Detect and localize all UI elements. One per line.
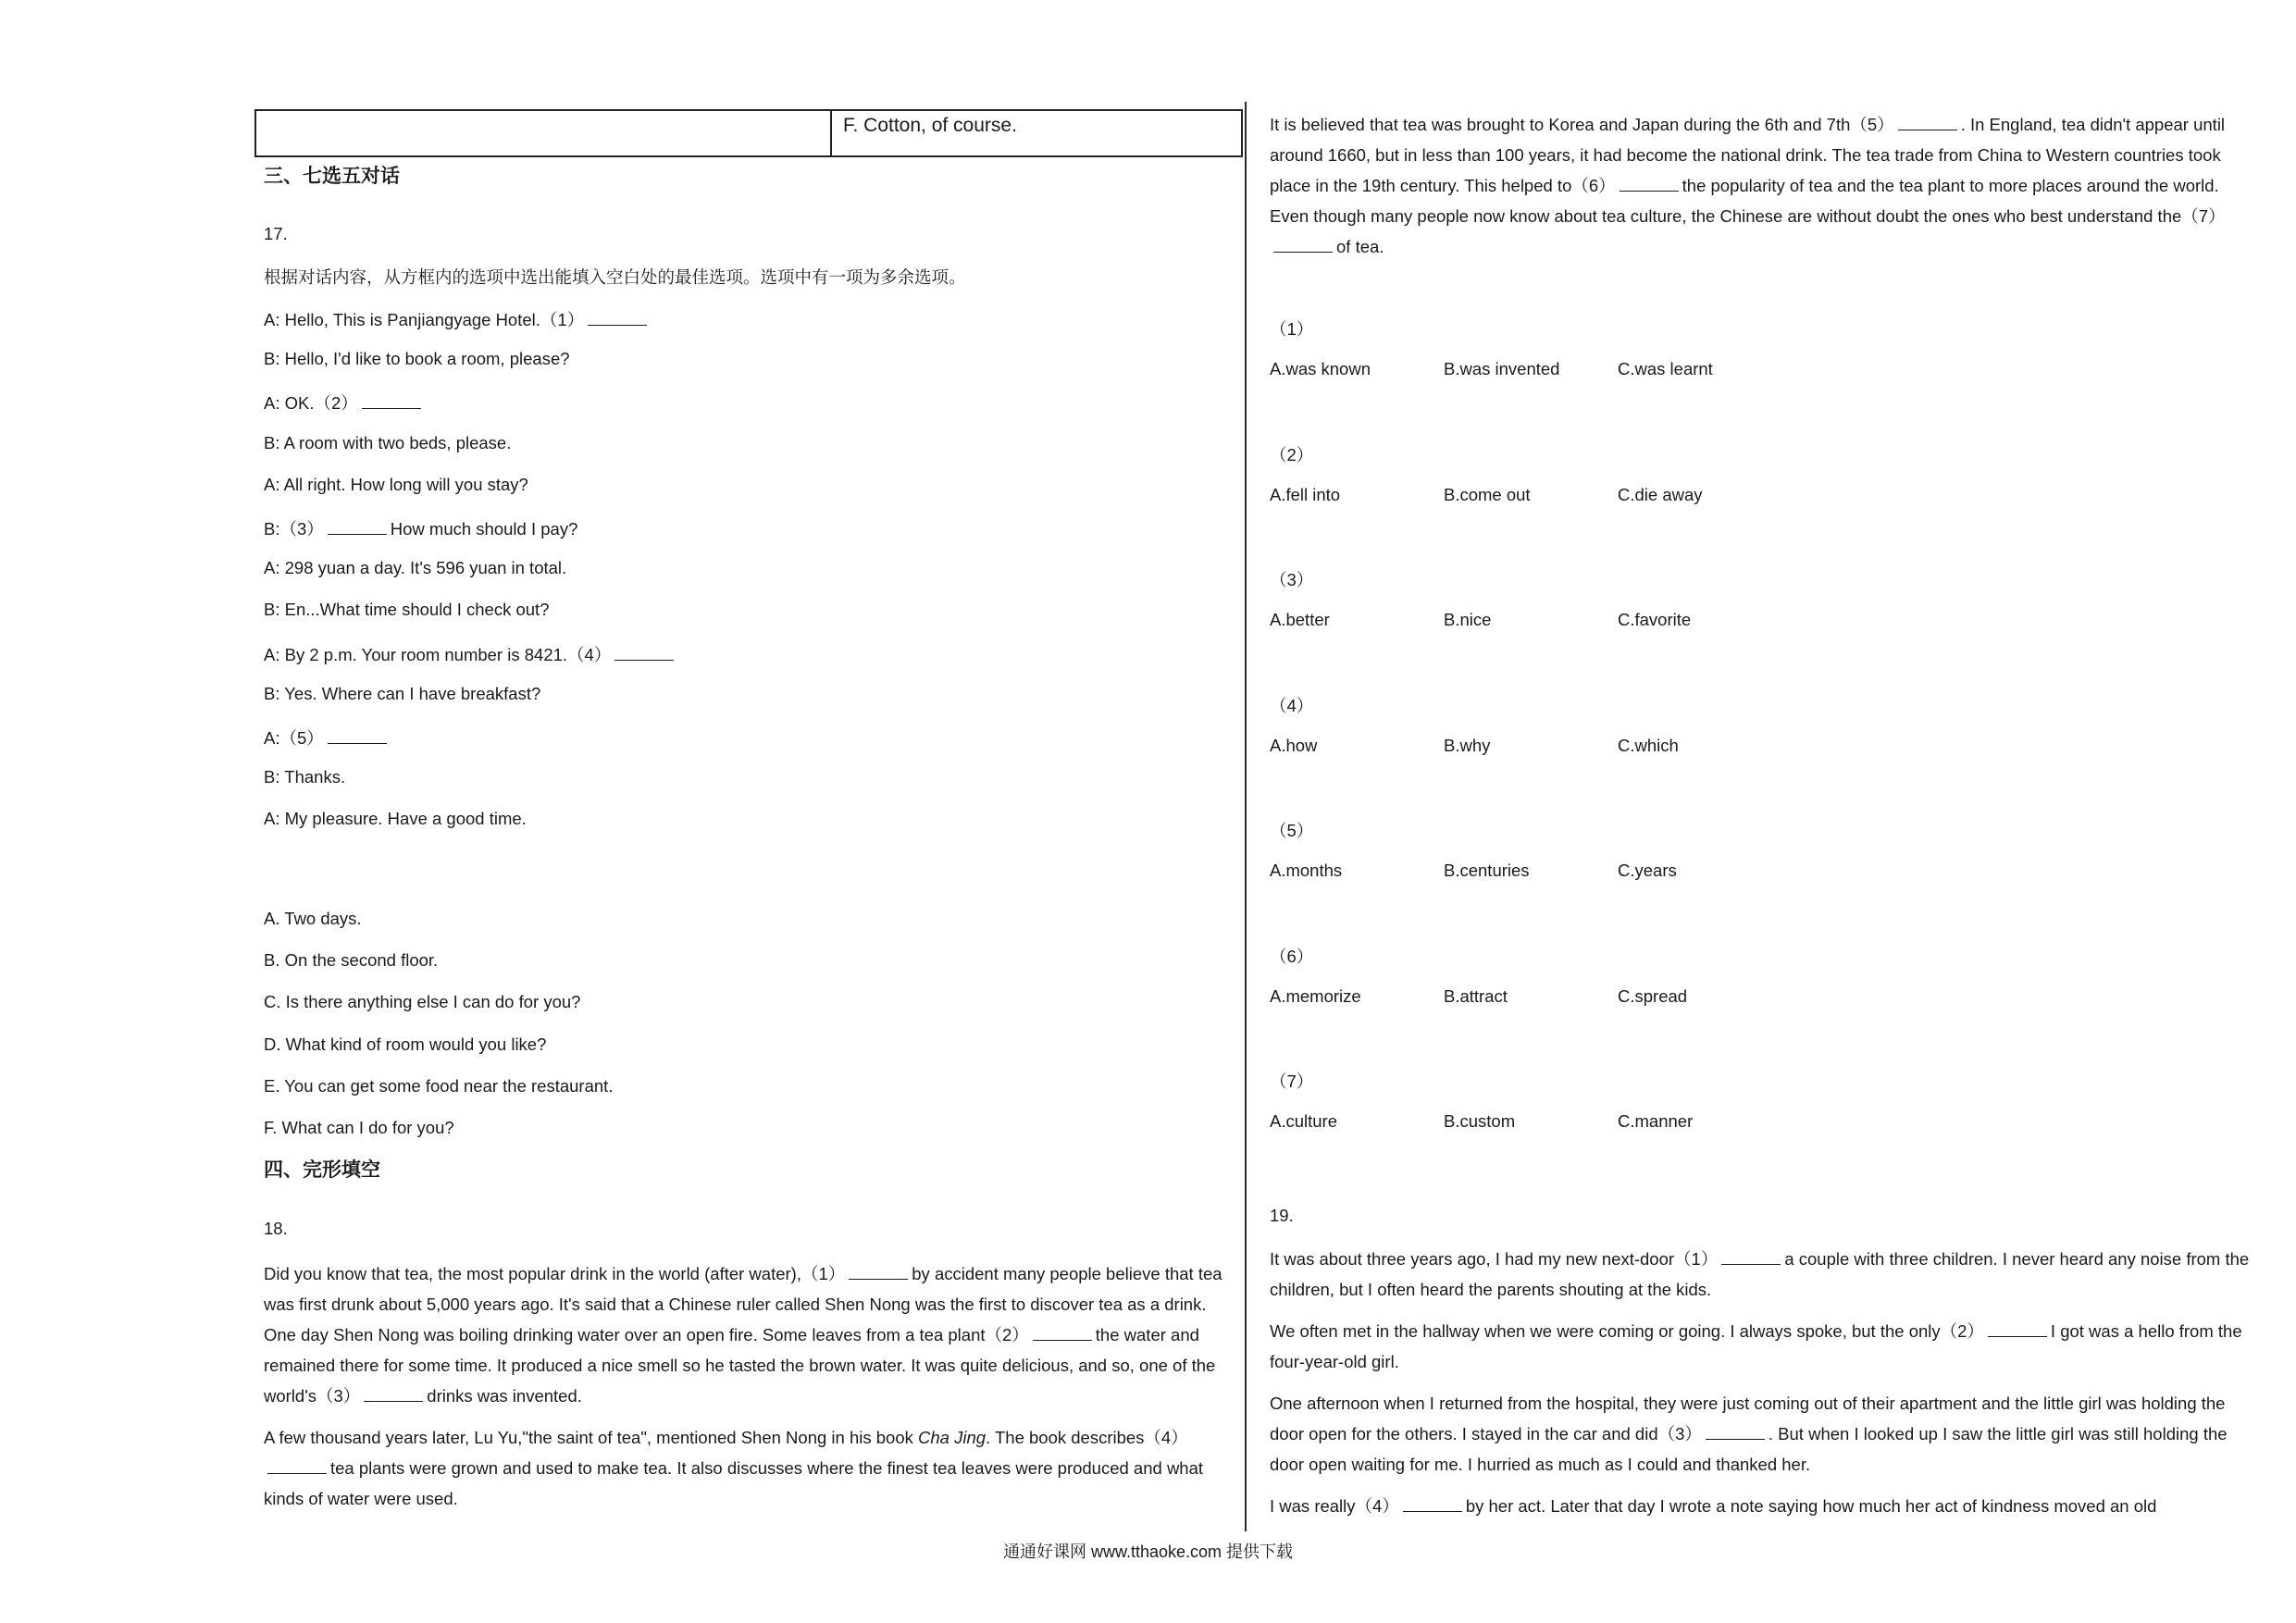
choice-option-b[interactable]: B.custom bbox=[1444, 1111, 1516, 1131]
table-cell-option-f: F. Cotton, of course. bbox=[843, 115, 1017, 136]
choice-option-a[interactable]: A.was known bbox=[1270, 359, 1371, 378]
choice-option-b[interactable]: B.why bbox=[1444, 735, 1491, 755]
dialogue-text: A: All right. How long will you stay? bbox=[264, 474, 528, 494]
dialogue-line bbox=[264, 558, 566, 578]
dialogue-text: A:（5） bbox=[264, 728, 324, 748]
passage-paragraph bbox=[1270, 1316, 2251, 1377]
choice-number: （2） bbox=[1270, 444, 1314, 465]
text-segment: by accident many people believe that tea was first drunk about 5,000 years ago. It's said that a Chinese ruler called Shen Nong was the first to discover tea as a drink. One day Shen Nong was boiling drinking water over an open fire. Some leaves from a tea plant（2） bbox=[264, 1264, 1222, 1344]
passage-paragraph bbox=[1270, 1491, 2251, 1521]
dialogue-text: A: My pleasure. Have a good time. bbox=[264, 809, 527, 829]
cloze-passage bbox=[264, 1258, 1231, 1525]
dialogue-line bbox=[264, 642, 677, 666]
dialogue-line bbox=[264, 307, 651, 331]
section-heading-dialogue: 三、七选五对话 bbox=[264, 166, 400, 187]
dialogue-text: A: 298 yuan a day. It's 596 yuan in total. bbox=[264, 558, 567, 578]
dialogue-line bbox=[264, 600, 549, 620]
text-segment: . In England, tea didn't appear until around 1660, but in less than 100 years, it had become the national drink. The tea trade from China to Western countries took place in the 19th century. This helped to（6） bbox=[1270, 115, 2226, 195]
page-footer: 通通好课网 www.tthaoke.com 提供下载 bbox=[1002, 1542, 1294, 1561]
dialogue-line bbox=[264, 684, 540, 704]
text-segment: drinks was invented. bbox=[427, 1386, 582, 1406]
answer-blank[interactable] bbox=[1721, 1249, 1781, 1265]
choice-option-b[interactable]: B.was invented bbox=[1444, 359, 1560, 378]
text-segment: One afternoon when I returned from the hospital, they were just coming out of their apartment and the little girl was holding the door open for the others. I stayed in the car and did（3） bbox=[1270, 1394, 2226, 1443]
text-segment: the water and remained there for some time. It produced a nice smell so he tasted the brown water. It was quite delicious, and so, one of the world's（3） bbox=[264, 1325, 1216, 1406]
choice-option-c[interactable]: C.favorite bbox=[1618, 610, 1692, 629]
choice-option-a[interactable]: A.culture bbox=[1270, 1111, 1338, 1131]
option-item: D. What kind of room would you like? bbox=[264, 1034, 547, 1054]
choice-number: （4） bbox=[1270, 695, 1314, 715]
text-segment: of tea. bbox=[1336, 237, 1384, 256]
option-item: C. Is there anything else I can do for you? bbox=[264, 992, 581, 1012]
answer-blank[interactable] bbox=[1898, 115, 1957, 130]
choice-option-c[interactable]: C.spread bbox=[1618, 985, 1688, 1006]
choice-option-a[interactable]: A.fell into bbox=[1270, 484, 1341, 504]
question-number: 19. bbox=[1270, 1206, 1294, 1225]
option-item: A. Two days. bbox=[264, 909, 362, 928]
text-segment: . The book describes（4） bbox=[986, 1428, 1188, 1447]
dialogue-text: A: By 2 p.m. Your room number is 8421.（4） bbox=[264, 644, 612, 664]
choice-option-b[interactable]: B.centuries bbox=[1444, 861, 1530, 880]
passage-paragraph bbox=[1270, 1244, 2251, 1305]
question-number: 17. bbox=[264, 224, 288, 243]
answer-blank[interactable] bbox=[328, 728, 387, 744]
instruction-text: 根据对话内容，从方框内的选项中选出能填入空白处的最佳选项。选项中有一项为多余选项。 bbox=[264, 267, 966, 287]
answer-blank[interactable] bbox=[1620, 176, 1679, 192]
choice-option-b[interactable]: B.attract bbox=[1444, 985, 1508, 1006]
left-column bbox=[264, 109, 1235, 1516]
book-title: Cha Jing bbox=[918, 1428, 987, 1447]
dialogue-line bbox=[264, 349, 570, 369]
text-segment: the popularity of tea and the tea plant to more places around the world. Even though many people now know about tea culture, the Chinese are without doubt the ones who best understand the（7） bbox=[1270, 176, 2226, 226]
choice-option-c[interactable]: C.which bbox=[1618, 735, 1679, 755]
answer-blank[interactable] bbox=[362, 393, 421, 409]
text-segment: It was about three years ago, I had my new next-door（1） bbox=[1270, 1249, 1719, 1269]
option-item: E. You can get some food near the restaurant. bbox=[264, 1075, 614, 1096]
dialogue-line bbox=[264, 767, 345, 787]
dialogue-line bbox=[264, 475, 528, 495]
text-segment: by her act. Later that day I wrote a note saying how much her act of kindness moved an old bbox=[1465, 1496, 2157, 1516]
passage-paragraph bbox=[264, 1422, 1231, 1514]
option-item: B. On the second floor. bbox=[264, 950, 439, 971]
right-column bbox=[1270, 109, 2251, 1534]
choice-number: （6） bbox=[1270, 946, 1314, 966]
choice-number: （3） bbox=[1270, 570, 1314, 589]
passage-paragraph bbox=[1270, 109, 2251, 262]
dialogue-line bbox=[264, 725, 391, 750]
dialogue-text: B: Hello, I'd like to book a room, please? bbox=[264, 349, 570, 369]
dialogue-line bbox=[264, 433, 511, 453]
answer-blank[interactable] bbox=[1033, 1325, 1092, 1341]
dialogue-text: B: A room with two beds, please. bbox=[264, 432, 512, 452]
answer-blank[interactable] bbox=[1706, 1424, 1765, 1440]
answer-blank[interactable] bbox=[1273, 237, 1333, 253]
answer-blank[interactable] bbox=[328, 519, 387, 535]
dialogue-text: B: En...What time should I check out? bbox=[264, 600, 550, 620]
table-cell-empty bbox=[256, 111, 832, 155]
passage-paragraph bbox=[264, 1258, 1231, 1411]
passage-paragraph bbox=[1270, 1388, 2251, 1480]
text-segment: It is believed that tea was brought to Korea and Japan during the 6th and 7th（5） bbox=[1270, 115, 1894, 134]
choice-number: （5） bbox=[1270, 821, 1314, 840]
answer-blank[interactable] bbox=[267, 1458, 327, 1474]
dialogue-line bbox=[264, 809, 527, 829]
text-segment: We often met in the hallway when we were coming or going. I always spoke, but the only（2） bbox=[1270, 1321, 1984, 1341]
question-number: 18. bbox=[264, 1219, 288, 1238]
choice-number: （7） bbox=[1270, 1072, 1314, 1091]
text-segment: I was really（4） bbox=[1270, 1496, 1399, 1516]
text-segment: . But when I looked up I saw the little girl was still holding the door open waiting for me. I hurried as much as I could and thanked her. bbox=[1270, 1424, 2228, 1474]
dialogue-line bbox=[264, 516, 577, 540]
choice-number: （1） bbox=[1270, 319, 1314, 339]
option-item: F. What can I do for you? bbox=[264, 1118, 454, 1137]
dialogue-text: B:（3） bbox=[264, 519, 324, 539]
choice-option-b[interactable]: B.nice bbox=[1444, 610, 1492, 629]
dialogue-line bbox=[264, 390, 425, 415]
text-segment: A few thousand years later, Lu Yu,"the saint of tea", mentioned Shen Nong in his book bbox=[264, 1428, 913, 1447]
cloze-passage-continued bbox=[1270, 109, 2251, 273]
dialogue-text: B: Thanks. bbox=[264, 767, 346, 787]
dialogue-text: B: Yes. Where can I have breakfast? bbox=[264, 683, 541, 703]
choice-option-c[interactable]: C.manner bbox=[1618, 1111, 1694, 1131]
choice-option-a[interactable]: A.how bbox=[1270, 735, 1318, 755]
text-segment: a couple with three children. I never heard any noise from the children, but I often heard the parents shouting at the kids. bbox=[1270, 1249, 2250, 1299]
text-segment: tea plants were grown and used to make tea. It also discusses where the finest tea leaves were produced and what kinds of water were used. bbox=[264, 1458, 1204, 1508]
text-segment: Did you know that tea, the most popular drink in the world (after water),（1） bbox=[264, 1264, 846, 1283]
choice-option-b[interactable]: B.come out bbox=[1444, 484, 1531, 504]
choice-option-c[interactable]: C.was learnt bbox=[1618, 359, 1713, 378]
dialogue-text: How much should I pay? bbox=[390, 519, 578, 539]
choice-option-c[interactable]: C.years bbox=[1618, 861, 1677, 880]
answer-blank[interactable] bbox=[1988, 1321, 2047, 1337]
choice-option-a[interactable]: A.memorize bbox=[1270, 985, 1361, 1006]
section-heading-cloze: 四、完形填空 bbox=[264, 1159, 380, 1181]
answer-blank[interactable] bbox=[614, 645, 674, 661]
option-table bbox=[254, 109, 1243, 157]
dialogue-text: A: Hello, This is Panjiangyage Hotel.（1） bbox=[264, 310, 585, 329]
answer-blank[interactable] bbox=[849, 1264, 908, 1280]
choice-option-c[interactable]: C.die away bbox=[1618, 484, 1703, 504]
reading-passage-19 bbox=[1270, 1244, 2251, 1532]
answer-blank[interactable] bbox=[364, 1386, 423, 1402]
answer-blank[interactable] bbox=[1403, 1496, 1462, 1512]
dialogue-text: A: OK.（2） bbox=[264, 393, 358, 414]
choice-option-a[interactable]: A.better bbox=[1270, 610, 1330, 629]
answer-blank[interactable] bbox=[588, 310, 647, 326]
column-divider bbox=[1245, 102, 1247, 1531]
text-segment: I got was a hello from the four-year-old girl. bbox=[1270, 1321, 2242, 1371]
choice-option-a[interactable]: A.months bbox=[1270, 861, 1343, 880]
